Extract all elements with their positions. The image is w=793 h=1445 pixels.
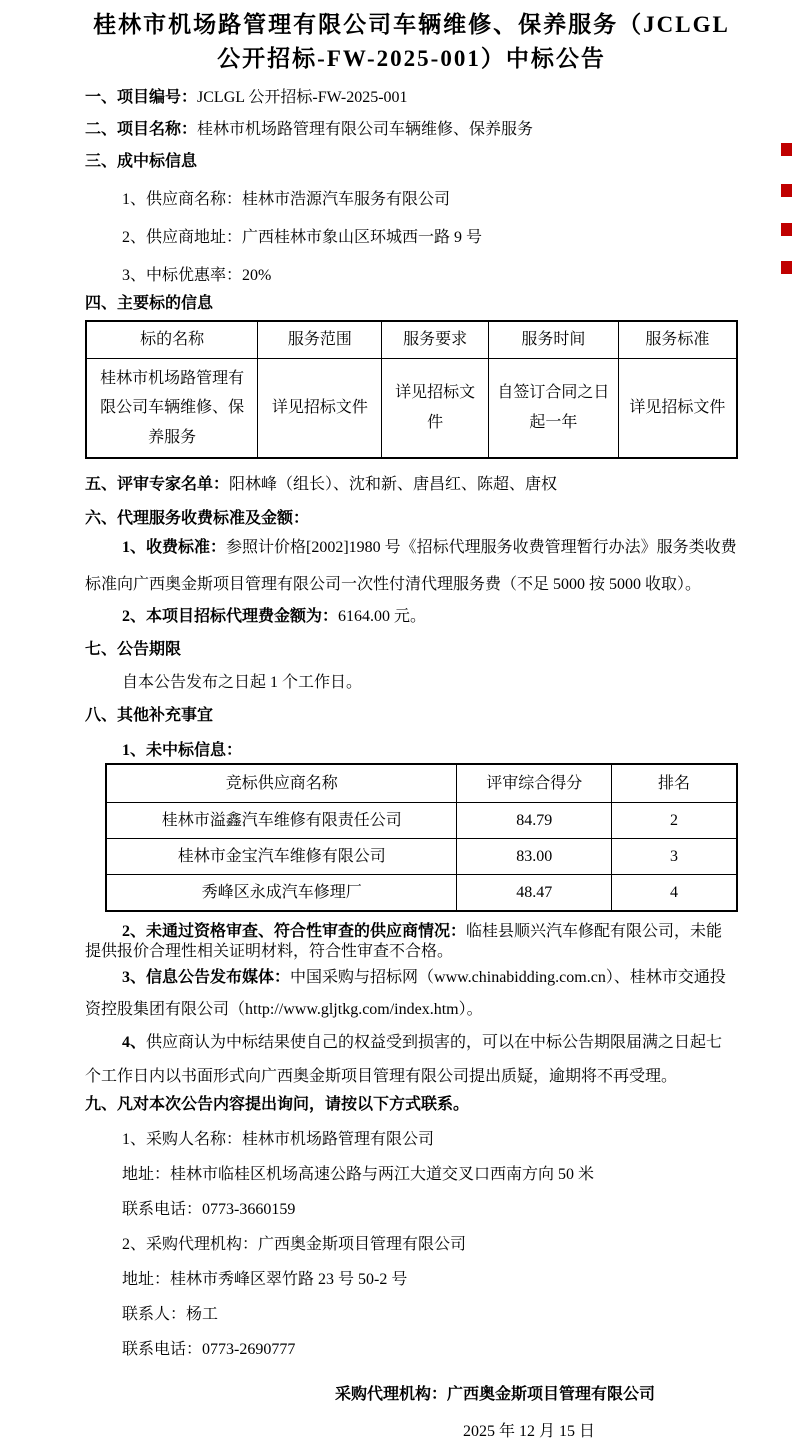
table-row (106, 803, 737, 839)
notice-period-text: 自本公告发布之日起 1 个工作日。 (122, 674, 363, 691)
table-cell: 详见招标文件 (382, 359, 488, 459)
column-header: 排名 (612, 764, 737, 803)
table-cell: 83.00 (457, 839, 612, 875)
column-header: 评审综合得分 (457, 764, 612, 803)
losing-bidders-table (105, 763, 738, 912)
table-cell: 桂林市溢鑫汽车维修有限责任公司 (106, 803, 457, 839)
disqualified-suppliers-paragraph (85, 922, 738, 962)
objection-label: 4、 (122, 1034, 147, 1051)
subject-info-table (85, 320, 738, 459)
disqualified-suppliers-label: 2、未通过资格审查、符合性审查的供应商情况： (122, 923, 467, 940)
fee-amount-value: 6164.00 元。 (338, 608, 427, 625)
award-discount-rate: 3、中标优惠率：20% (122, 267, 272, 284)
section-experts (85, 474, 738, 495)
footer-date: 2025 年 12 月 15 日 (462, 1423, 595, 1440)
losing-bid-info-label: 1、未中标信息： (122, 742, 243, 759)
red-edit-marker (781, 261, 792, 274)
fee-standard-text: 参照计价格[2002]1980 号《招标代理服务收费管理暂行办法》服务类收费标准向广西奥金斯项目管理有限公司一次性付清代理服务费（不足 5000 按 5000 收取）。 (85, 539, 737, 593)
table-cell: 84.79 (457, 803, 612, 839)
document-title (85, 8, 738, 76)
publish-media-paragraph (85, 962, 738, 1026)
table-cell: 2 (612, 803, 737, 839)
table-header-row (106, 764, 737, 803)
publish-media-label: 3、信息公告发布媒体： (122, 969, 291, 986)
column-header: 服务要求 (382, 321, 488, 359)
table-cell: 桂林市金宝汽车维修有限公司 (106, 839, 457, 875)
notice-period-heading: 七、公告期限 (85, 641, 182, 658)
table-cell: 48.47 (457, 875, 612, 912)
red-edit-marker (781, 184, 792, 197)
column-header: 竞标供应商名称 (106, 764, 457, 803)
purchaser-address-line: 地址：桂林市临桂区机场高速公路与两江大道交叉口西南方向 50 米 (122, 1166, 595, 1183)
agent-name-line: 2、采购代理机构：广西奥金斯项目管理有限公司 (122, 1236, 467, 1253)
section-project-number (85, 87, 738, 108)
award-supplier-name: 1、供应商名称：桂林市浩源汽车服务有限公司 (122, 191, 451, 208)
table-cell: 秀峰区永成汽车修理厂 (106, 875, 457, 912)
column-header: 服务时间 (488, 321, 618, 359)
objection-paragraph (85, 1026, 738, 1094)
table-row (86, 359, 737, 459)
experts-label: 五、评审专家名单： (85, 476, 230, 493)
column-header: 服务标准 (618, 321, 737, 359)
project-number-value: JCLGL 公开招标-FW-2025-001 (197, 89, 408, 106)
column-header: 服务范围 (258, 321, 382, 359)
table-header-row (86, 321, 737, 359)
experts-value: 阳林峰（组长）、沈和新、唐昌红、陈超、唐权 (229, 476, 558, 493)
footer-agency-signature: 采购代理机构：广西奥金斯项目管理有限公司 (334, 1386, 655, 1403)
fee-amount-line (85, 606, 738, 627)
table-cell: 3 (612, 839, 737, 875)
objection-text: 供应商认为中标结果使自己的权益受到损害的，可以在中标公告期限届满之日起七个工作日内以书面形式向广西奥金斯项目管理有限公司提出质疑，逾期将不再受理。 (85, 1034, 723, 1085)
document-title-line1: 桂林市机场路管理有限公司车辆维修、保养服务（JCLGL (93, 12, 730, 37)
red-edit-marker (781, 143, 792, 156)
agent-address-line: 地址：桂林市秀峰区翠竹路 23 号 50-2 号 (122, 1271, 408, 1288)
project-name-value: 桂林市机场路管理有限公司车辆维修、保养服务 (197, 121, 534, 138)
fee-amount-label: 2、本项目招标代理费金额为： (122, 608, 339, 625)
table-row (106, 839, 737, 875)
agent-phone-line: 联系电话：0773-2690777 (122, 1341, 296, 1358)
other-matters-heading: 八、其他补充事宜 (85, 707, 214, 724)
fee-standard-paragraph (85, 529, 738, 603)
table-cell: 详见招标文件 (258, 359, 382, 459)
section-project-name (85, 119, 738, 140)
award-supplier-address: 2、供应商地址：广西桂林市象山区环城西一路 9 号 (122, 229, 483, 246)
table-cell: 详见招标文件 (618, 359, 737, 459)
column-header: 标的名称 (86, 321, 258, 359)
project-name-label: 二、项目名称： (85, 121, 198, 138)
agent-contact-person-line: 联系人：杨工 (122, 1306, 219, 1323)
publish-media-text: 中国采购与招标网（www.chinabidding.com.cn）、桂林市交通投资控股集团有限公司（http://www.gljtkg.com/index.htm）。 (85, 969, 726, 1018)
fee-standard-label: 1、收费标准： (122, 539, 227, 556)
award-info-heading: 三、成中标信息 (85, 153, 198, 170)
document-title-line2: 公开招标-FW-2025-001）中标公告 (217, 46, 606, 71)
project-number-label: 一、项目编号： (85, 89, 198, 106)
red-edit-marker (781, 223, 792, 236)
table-cell: 桂林市机场路管理有限公司车辆维修、保养服务 (86, 359, 258, 459)
purchaser-phone-line: 联系电话：0773-3660159 (122, 1201, 296, 1218)
subject-info-heading: 四、主要标的信息 (85, 295, 214, 312)
table-cell: 4 (612, 875, 737, 912)
table-row (106, 875, 737, 912)
disqualified-suppliers-text: 临桂县顺兴汽车修配有限公司，未能提供报价合理性相关证明材料，符合性审查不合格。 (85, 923, 723, 960)
purchaser-name-line: 1、采购人名称：桂林市机场路管理有限公司 (122, 1131, 435, 1148)
table-cell: 自签订合同之日起一年 (488, 359, 618, 459)
contact-heading: 九、凡对本次公告内容提出询问，请按以下方式联系。 (85, 1096, 470, 1113)
agency-fee-heading: 六、代理服务收费标准及金额： (85, 510, 310, 527)
